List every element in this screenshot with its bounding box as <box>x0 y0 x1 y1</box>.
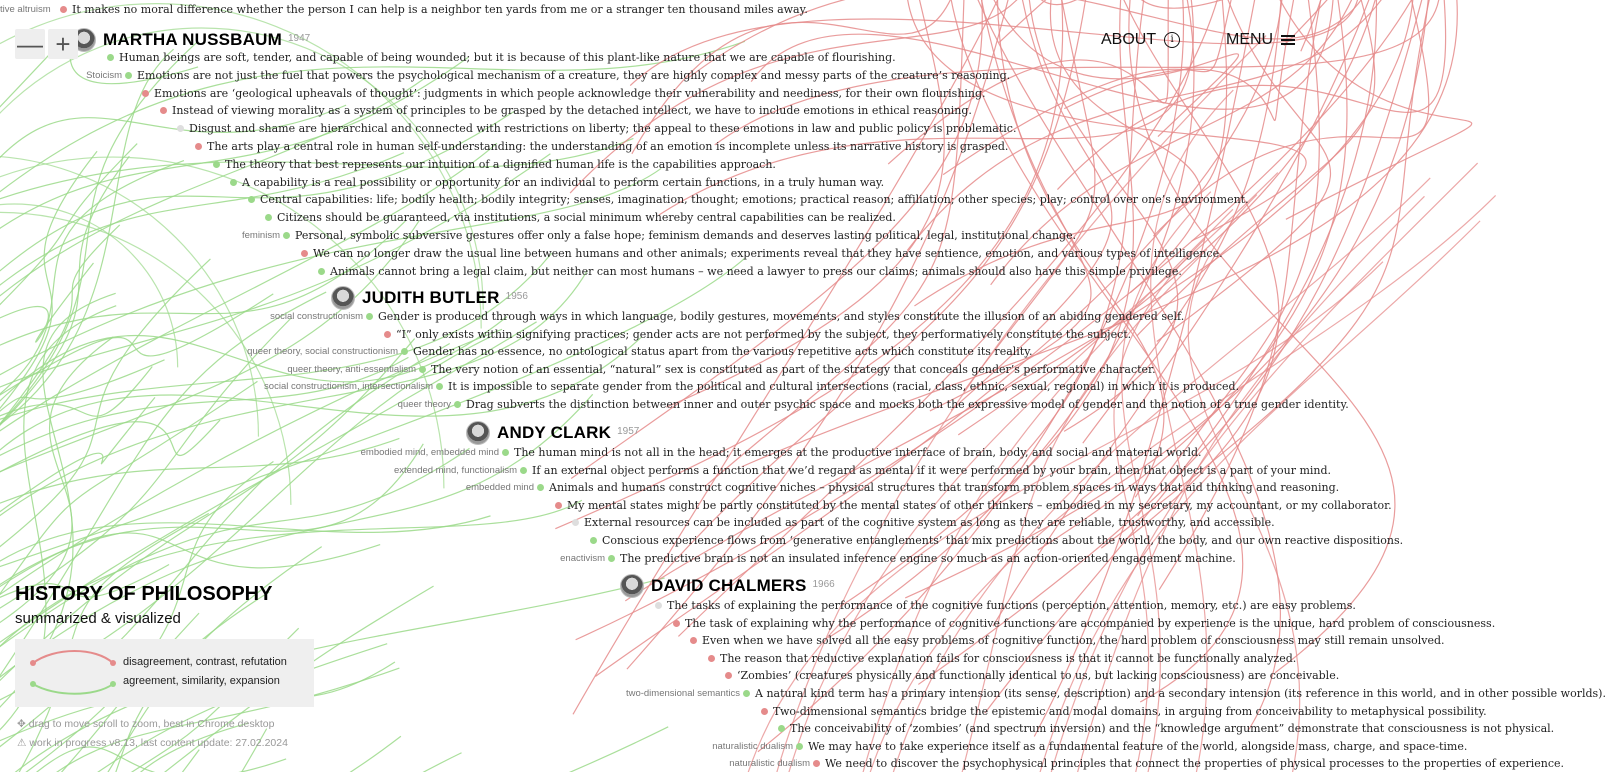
connection-line <box>0 344 450 772</box>
philosopher-name: DAVID CHALMERS <box>651 576 807 595</box>
idea-dot[interactable] <box>107 54 114 61</box>
idea-dot[interactable] <box>230 179 237 186</box>
idea-dot[interactable] <box>708 655 715 662</box>
idea-text[interactable]: Disgust and shame are hierarchical and connected with restrictions on liberty; the appeal to these emotions in law and public policy is problematic. <box>189 122 1017 135</box>
philosopher-name: MARTHA NUSSBAUM <box>103 30 282 49</box>
idea-dot[interactable] <box>318 268 325 275</box>
idea-text[interactable]: We may have to take experience itself as a fundamental feature of the world, alongside mass, charge, and space-time. <box>808 740 1468 753</box>
idea-tag: naturalistic dualism <box>729 758 810 769</box>
move-icon: ✥ <box>17 718 26 730</box>
idea-dot[interactable] <box>177 125 184 132</box>
idea-text[interactable]: Emotions are not just the fuel that powers the psychological mechanism of a creature, they are highly complex and messy parts of the creature’s reasoning. <box>137 69 1011 82</box>
idea-dot[interactable] <box>743 690 750 697</box>
idea-dot[interactable] <box>419 366 426 373</box>
zoom-in-button[interactable]: + <box>48 29 78 59</box>
idea-tag: naturalistic dualism <box>712 741 793 752</box>
connection-line <box>0 727 668 772</box>
idea-text[interactable]: The human mind is not all in the head; it emerges at the productive interface of brain, body, and social and material world. <box>514 446 1202 459</box>
connection-line <box>0 729 267 772</box>
idea-text[interactable]: Emotions are ‘geological upheavals of thought’: judgments in which people acknowledge their vulnerability and neediness, for their own flourishing. <box>154 87 986 100</box>
philosopher-name: JUDITH BUTLER <box>362 288 500 307</box>
idea-text[interactable]: The arts play a central role in human self-understanding: the understanding of an emotion is incomplete unless its narrative history is grasped. <box>207 140 1009 153</box>
idea-dot[interactable] <box>160 107 167 114</box>
info-icon: i <box>1164 32 1180 48</box>
idea-dot[interactable] <box>778 725 785 732</box>
connection-line <box>0 42 197 520</box>
idea-text[interactable]: Central capabilities: life; bodily health; bodily integrity; senses, imagination, thought; emotions; practical reason; affiliation; other species; play; control over one’s environment. <box>260 193 1249 206</box>
app-subtitle: summarized & visualized <box>15 610 181 627</box>
idea-tag: queer theory, social constructionism <box>247 346 398 357</box>
idea-text[interactable]: A capability is a real possibility or opportunity for an individual to perform certain functions, in a truly human way. <box>242 176 885 189</box>
idea-dot[interactable] <box>436 383 443 390</box>
idea-dot[interactable] <box>384 331 391 338</box>
idea-dot[interactable] <box>655 602 662 609</box>
idea-text[interactable]: We can no longer draw the usual line between humans and other animals; experiments reveal that they have sentience, emotion, and various types of intelligence. <box>313 247 1223 260</box>
idea-dot[interactable] <box>366 313 373 320</box>
idea-text[interactable]: My mental states might be partly constituted by the mental states of other thinkers – embodied in my secretary, my accountant, or my collaborator. <box>567 499 1392 512</box>
footer-hint <box>17 718 274 730</box>
idea-dot[interactable] <box>725 672 732 679</box>
connection-line <box>0 49 174 477</box>
idea-dot[interactable] <box>537 484 544 491</box>
idea-text[interactable]: If an external object performs a function that we’d regard as mental if it were performed by your brain, then that object is a part of your mind. <box>532 464 1332 477</box>
idea-text[interactable]: Two-dimensional semantics bridge the epistemic and modal domains, in arguing from conceivability to metaphysical possibility. <box>773 705 1487 718</box>
avatar <box>466 421 490 445</box>
philosopher-year: 1947 <box>287 32 311 44</box>
idea-tag: social constructionism <box>270 311 363 322</box>
idea-dot[interactable] <box>673 620 680 627</box>
idea-tag: extended mind, functionalism <box>393 465 517 476</box>
idea-text[interactable]: Citizens should be guaranteed, via institutions, a social minimum whereby central capabilities can be realized. <box>277 211 896 224</box>
idea-dot[interactable] <box>401 348 408 355</box>
philosopher-year: 1956 <box>505 290 528 302</box>
footer-status-text: work in progress v8.13, last content update: 27.02.2024 <box>29 737 288 749</box>
connection-line <box>0 753 462 772</box>
about-label: ABOUT <box>1101 31 1157 48</box>
idea-dot[interactable] <box>195 143 202 150</box>
idea-dot[interactable] <box>265 214 272 221</box>
philosopher-header[interactable] <box>466 421 639 445</box>
idea-text[interactable]: Gender has no essence, no ontological status apart from the various repetitive acts which constitute its reality. <box>413 345 1033 358</box>
idea-tag: embedded mind <box>465 482 534 493</box>
philosopher-year: 1966 <box>812 578 835 590</box>
avatar <box>620 574 644 598</box>
legend <box>15 639 314 707</box>
connection-line <box>0 397 155 567</box>
idea-tag: Stoicism <box>86 70 122 81</box>
idea-text[interactable]: The conceivability of ‘zombies’ (and spectrum inversion) and the “knowledge argument” demonstrate that consciousness is not physical. <box>790 722 1555 735</box>
idea-text[interactable]: Conscious experience flows from ‘generative entanglements’ that mix predictions about the world, the body, and our own reactive dispositions. <box>602 534 1404 547</box>
philosopher-name: ANDY CLARK <box>497 423 612 442</box>
about-button[interactable] <box>1101 31 1180 49</box>
idea-dot[interactable] <box>608 555 615 562</box>
idea-dot[interactable] <box>60 6 67 13</box>
idea-dot[interactable] <box>796 743 803 750</box>
idea-text[interactable]: Drag subverts the distinction between inner and outer psychic space and mocks both the expressive model of gender and the notion of a true gender identity. <box>466 398 1349 411</box>
idea-text[interactable]: The very notion of an essential, “natural” sex is constituted as part of the strategy that conceals gender’s performative character. <box>431 363 1156 376</box>
idea-dot[interactable] <box>502 449 509 456</box>
idea-dot[interactable] <box>142 90 149 97</box>
idea-text[interactable]: Animals and humans construct cognitive niches – physical structures that transform problem spaces in ways that aid thinking and reasoning. <box>549 481 1340 494</box>
menu-button[interactable] <box>1226 31 1295 49</box>
idea-tag: social constructionism, intersectionalism <box>264 381 433 392</box>
idea-tag: enactivism <box>560 553 605 564</box>
idea-text[interactable]: ‘Zombies’ (creatures physically and functionally identical to us, but lacking consciousness) are conceivable. <box>737 669 1340 682</box>
idea-dot[interactable] <box>520 467 527 474</box>
connection-line <box>0 360 165 516</box>
idea-dot[interactable] <box>454 401 461 408</box>
legend-agreement: agreement, similarity, expansion <box>123 675 280 687</box>
idea-tag: tive altruism <box>0 4 51 15</box>
legend-disagreement: disagreement, contrast, refutation <box>123 656 287 668</box>
zoom-out-button[interactable]: — <box>17 28 43 59</box>
avatar <box>331 286 355 310</box>
idea-tag: feminism <box>241 230 280 241</box>
philosopher-year: 1957 <box>617 425 640 437</box>
idea-dot[interactable] <box>301 250 308 257</box>
idea-text[interactable]: Even when we have solved all the easy problems of cognitive function, the hard problem of consciousness may still remain unsolved. <box>702 634 1445 647</box>
idea-dot[interactable] <box>248 196 255 203</box>
idea-dot[interactable] <box>690 637 697 644</box>
idea-text[interactable]: Animals cannot bring a legal claim, but neither can most humans – we need a lawyer to press our claims; animals should also have this simple privilege. <box>330 265 1182 278</box>
idea-text[interactable]: The tasks of explaining the performance of the cognitive functions (perception, attention, memory, etc.) are easy problems. <box>667 599 1356 612</box>
idea-tag: embodied mind, embedded mind <box>360 447 499 458</box>
idea-text[interactable]: We need to discover the psychophysical principles that connect the properties of physical processes to the properties of experience. <box>825 757 1565 770</box>
connection-line <box>0 420 220 509</box>
connection-line <box>0 151 97 510</box>
idea-text[interactable]: Personal, symbolic subversive gestures offer only a false hope; feminism demands and deserves lasting political, legal, institutional change. <box>295 229 1077 242</box>
philosopher-header[interactable] <box>331 286 528 310</box>
menu-label: MENU <box>1226 31 1274 48</box>
idea-text[interactable]: It makes no moral difference whether the person I can help is a neighbor ten yards from me or a stranger ten thousand miles away. <box>72 3 808 16</box>
idea-dot[interactable] <box>813 760 820 767</box>
idea-tag: queer theory <box>397 399 451 410</box>
philosopher-header[interactable] <box>72 28 310 52</box>
warning-icon: ⚠ <box>17 737 27 749</box>
idea-dot[interactable] <box>761 708 768 715</box>
idea-text[interactable]: It is impossible to separate gender from the political and cultural intersections (racial, class, ethnic, sexual, regional) in which it is produced. <box>448 380 1240 393</box>
philosopher-header[interactable] <box>620 574 835 598</box>
idea-text[interactable]: Gender is produced through ways in which language, bodily gestures, movements, and styles constitute the illusion of an abiding gendered self. <box>378 310 1185 323</box>
idea-dot[interactable] <box>213 161 220 168</box>
idea-dot[interactable] <box>283 232 290 239</box>
idea-text[interactable]: A natural kind term has a primary intension (its sense, description) and a secondary intension (its reference in this world, and in other possible worlds). <box>755 687 1606 700</box>
footer-hint-text: drag to move scroll to zoom, best in Chrome desktop <box>28 718 275 730</box>
idea-dot[interactable] <box>125 72 132 79</box>
idea-dot[interactable] <box>590 537 597 544</box>
idea-text[interactable]: External resources can be included as part of the cognitive system as long as they are reliable, trustworthy, and accessible. <box>584 516 1275 529</box>
idea-tag: queer theory, anti-essentialism <box>287 364 416 375</box>
idea-text[interactable]: The task of explaining why the performance of cognitive functions are accompanied by experience is the unique, hard problem of consciousness. <box>685 617 1496 630</box>
idea-text[interactable]: “I” only exists within signifying practices; gender acts are not performed by the subject, they performatively constitute the subject. <box>396 328 1132 341</box>
idea-dot[interactable] <box>572 519 579 526</box>
legend-arcs <box>15 639 314 707</box>
app-title: HISTORY OF PHILOSOPHY <box>15 583 273 605</box>
idea-tag: two-dimensional semantics <box>625 688 740 699</box>
idea-text[interactable]: Human beings are soft, tender, and capable of being wounded; but it is because of this plant-like nature that we are capable of flourishing. <box>119 51 896 64</box>
idea-text[interactable]: The reason that reductive explanation fails for consciousness is that it cannot be functionally analyzed. <box>720 652 1297 665</box>
idea-text[interactable]: Instead of viewing morality as a system of principles to be grasped by the detached intellect, we have to include emotions in ethical reasoning. <box>172 104 972 117</box>
idea-text[interactable]: The theory that best represents our intuition of a dignified human life is the capabilities approach. <box>225 158 776 171</box>
footer-status <box>17 737 288 749</box>
hamburger-icon <box>1281 33 1295 47</box>
idea-text[interactable]: The predictive brain is not an insulated inference engine so much as an action-oriented engagement machine. <box>620 552 1236 565</box>
idea-dot[interactable] <box>555 502 562 509</box>
